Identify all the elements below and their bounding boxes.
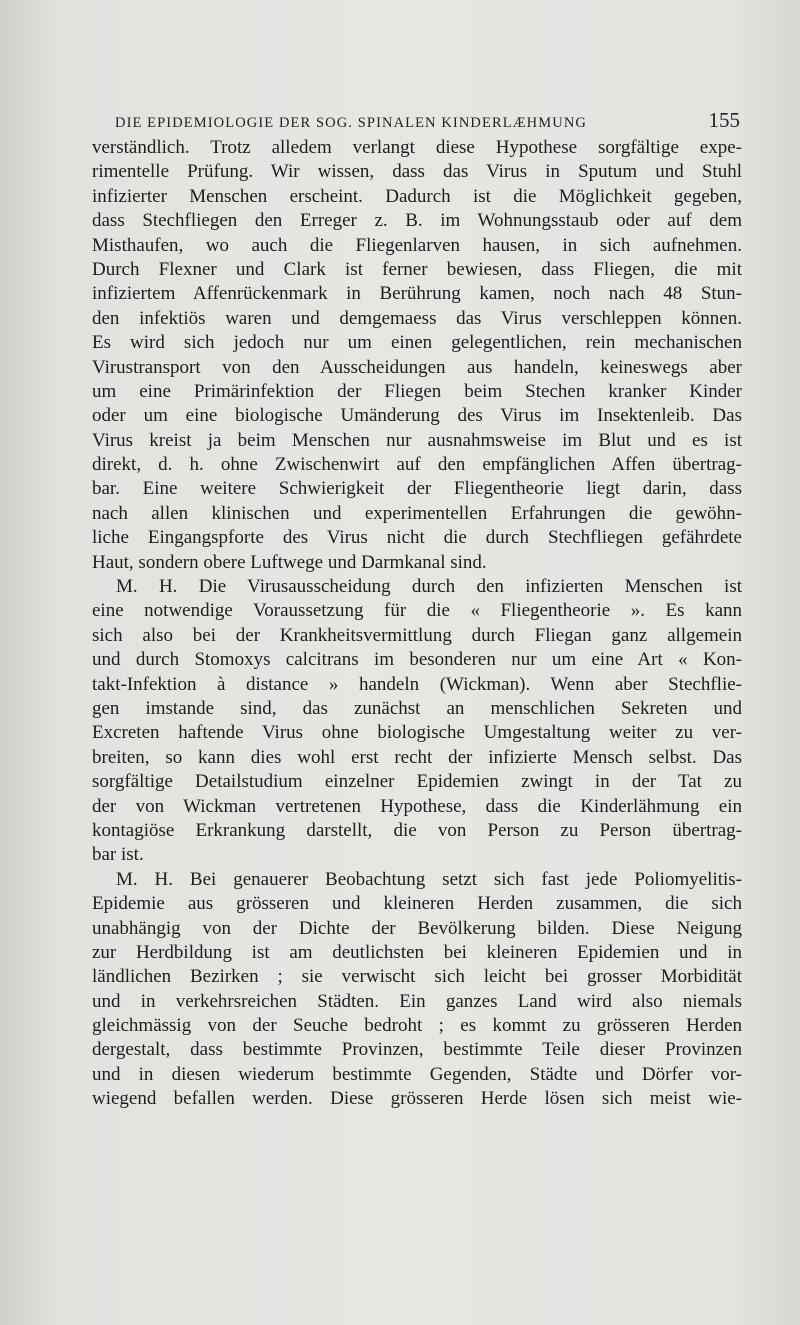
page-number: 155 [708, 108, 740, 132]
text-line: ländlichen Bezirken ; sie verwischt sich leicht bei grosser Morbidität [92, 966, 742, 988]
text-line: rimentelle Prüfung. Wir wissen, dass das Virus in Sputum und Stuhl [92, 161, 742, 183]
text-line: bar ist. [92, 844, 144, 866]
text-line: Es wird sich jedoch nur um einen gelegentlichen, rein mechanischen [92, 332, 742, 354]
text-line: gleichmässig von der Seuche bedroht ; es kommt zu grösseren Herden [92, 1015, 742, 1037]
text-line: und in verkehrsreichen Städten. Ein ganzes Land wird also niemals [92, 990, 742, 1012]
text-line: und durch Stomoxys calcitrans im besonderen nur um eine Art « Kon- [92, 649, 742, 671]
body-text [92, 136, 742, 1112]
text-line: infizierter Menschen erscheint. Dadurch ist die Möglichkeit gegeben, [92, 185, 742, 207]
text-line: eine notwendige Voraussetzung für die « Fliegentheorie ». Es kann [92, 600, 742, 622]
text-line: M. H. Bei genauerer Beobachtung setzt sich fast jede Poliomyelitis- [116, 868, 742, 890]
text-line: Excreten haftende Virus ohne biologische Umgestaltung weiter zu ver- [92, 722, 742, 744]
text-line: und in diesen wiederum bestimmte Gegenden, Städte und Dörfer vor- [92, 1063, 742, 1085]
text-line: zur Herdbildung ist am deutlichsten bei kleineren Epidemien und in [92, 941, 742, 963]
text-line: direkt, d. h. ohne Zwischenwirt auf den empfänglichen Affen übertrag- [92, 454, 742, 476]
text-line: M. H. Die Virusausscheidung durch den infizierten Menschen ist [116, 576, 742, 598]
text-line: unabhängig von der Dichte der Bevölkerung bilden. Diese Neigung [92, 917, 742, 939]
text-line: Virus kreist ja beim Menschen nur ausnahmsweise im Blut und es ist [92, 429, 742, 451]
text-line: liche Eingangspforte des Virus nicht die durch Stechfliegen gefährdete [92, 527, 742, 549]
text-line: Virustransport von den Ausscheidungen aus handeln, keineswegs aber [92, 356, 742, 378]
text-line: takt-Infektion à distance » handeln (Wickman). Wenn aber Stechflie- [92, 673, 742, 695]
text-line: dergestalt, dass bestimmte Provinzen, bestimmte Teile dieser Provinzen [92, 1039, 742, 1061]
text-line: wiegend befallen werden. Diese grösseren Herde lösen sich meist wie- [92, 1088, 742, 1110]
text-line: sorgfältige Detailstudium einzelner Epidemien zwingt in der Tat zu [92, 771, 742, 793]
text-line: um eine Primärinfektion der Fliegen beim Stechen kranker Kinder [92, 380, 742, 402]
text-line: infiziertem Affenrückenmark in Berührung kamen, noch nach 48 Stun- [92, 283, 742, 305]
text-line: Epidemie aus grösseren und kleineren Herden zusammen, die sich [92, 893, 742, 915]
running-head [115, 108, 740, 134]
text-line: nach allen klinischen und experimentellen Erfahrungen die gewöhn- [92, 502, 742, 524]
text-line: sich also bei der Krankheitsvermittlung durch Fliegan ganz allgemein [92, 624, 742, 646]
running-title: DIE EPIDEMIOLOGIE DER SOG. SPINALEN KINDERLÆHMUNG [115, 115, 587, 131]
text-line: dass Stechfliegen den Erreger z. B. im Wohnungsstaub oder auf dem [92, 210, 742, 232]
text-line: Haut, sondern obere Luftwege und Darmkanal sind. [92, 551, 487, 573]
text-line: oder um eine biologische Umänderung des Virus im Insektenleib. Das [92, 405, 742, 427]
text-line: breiten, so kann dies wohl erst recht der infizierte Mensch selbst. Das [92, 746, 742, 768]
text-line: der von Wickman vertretenen Hypothese, dass die Kinderlähmung ein [92, 795, 742, 817]
text-line: Misthaufen, wo auch die Fliegenlarven hausen, in sich aufnehmen. [92, 234, 742, 256]
text-line: Durch Flexner und Clark ist ferner bewiesen, dass Fliegen, die mit [92, 258, 742, 280]
text-line: bar. Eine weitere Schwierigkeit der Fliegentheorie liegt darin, dass [92, 478, 742, 500]
text-line: gen imstande sind, das zunächst an menschlichen Sekreten und [92, 697, 742, 719]
text-line: kontagiöse Erkrankung darstellt, die von Person zu Person übertrag- [92, 819, 742, 841]
text-line: verständlich. Trotz alledem verlangt diese Hypothese sorgfältige expe- [92, 137, 742, 158]
text-line: den infektiös waren und demgemaess das Virus verschleppen können. [92, 307, 742, 329]
